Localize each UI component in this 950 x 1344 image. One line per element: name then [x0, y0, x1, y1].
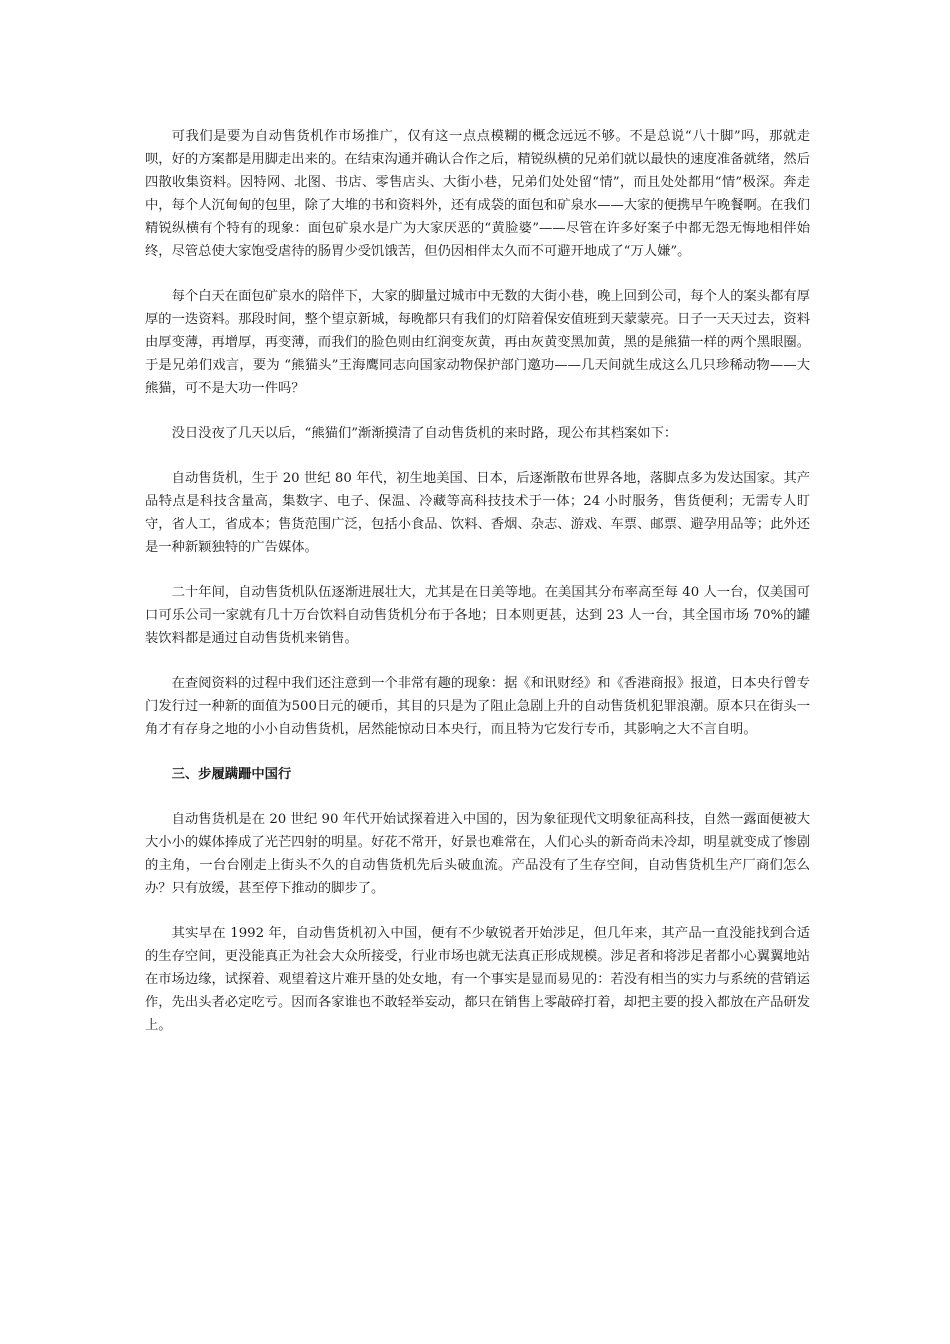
paragraph-2: 每个白天在面包矿泉水的陪伴下，大家的脚量过城市中无数的大街小巷，晚上回到公司，每个人的案头都有厚厚的一迭资料。那段时间，整个望京新城，每晚都只有我们的灯陪着保安值班到天蒙蒙亮。日子一天天过去，资料由厚变薄，再增厚，再变薄，而我们的脸色则由红润变灰黄，再由灰黄变黑加黄，黑的是熊猫一样的两个黑眼圈。于是兄弟们戏言，要为 “熊猫头”王海鹰同志向国家动物保护部门邀功——几天间就生成这么几只珍稀动物——大熊猫，可不是大功一件吗？ — [145, 289, 810, 396]
paragraph-3: 没日没夜了几天以后，“熊猫们”渐渐摸清了自动售货机的来时路，现公布其档案如下： — [171, 426, 678, 441]
paragraph-5: 二十年间，自动售货机队伍逐渐进展壮大，尤其是在日美等地。在美国其分布率高至每 40 人一台，仅美国可口可乐公司一家就有几十万台饮料自动售货机分布于各地；日本则更甚，达到 23 人一台，其全国市场 70%的罐装饮料都是通过自动售货机来销售。 — [145, 585, 810, 646]
paragraph-4: 自动售货机，生于 20 世纪 80 年代，初生地美国、日本，后逐渐散布世界各地，落脚点多为发达国家。其产品特点是科技含量高，集数字、电子、保温、冷藏等高科技技术于一体；24 小时服务，售货便利；无需专人盯守，省人工，省成本；售货范围广泛，包括小食品、饮料、香烟、杂志、游戏、车票、邮票、避孕用品等；此外还是一种新颖独特的广告媒体。 — [145, 471, 810, 555]
paragraph-7: 自动售货机是在 20 世纪 90 年代开始试探着进入中国的，因为象征现代文明象征高科技，自然一露面便被大大小小的媒体捧成了光芒四射的明星。好花不常开，好景也难常在，人们心头的新奇尚未冷却，明星就变成了惨剧的主角，一台台刚走上街头不久的自动售货机先后头破血流。产品没有了生存空间，自动售货机生产厂商们怎么办？只有放缓，甚至停下推动的脚步了。 — [145, 812, 810, 896]
document-page — [145, 125, 810, 1059]
paragraph-8: 其实早在 1992 年，自动售货机初入中国，便有不少敏锐者开始涉足，但几年来，其产品一直没能找到合适的生存空间，更没能真正为社会大众所接受，行业市场也就无法真正形成规模。涉足者和将涉足者都小心翼翼地站在市场边缘，试探着、观望着这片难开垦的处女地，有一个事实是显而易见的：若没有相当的实力与系统的营销运作，先出头者必定吃亏。因而各家谁也不敢轻举妄动，都只在销售上零敲碎打着，却把主要的投入都放在产品研发上。 — [145, 926, 810, 1033]
section-heading: 三、步履蹒跚中国行 — [171, 767, 292, 782]
paragraph-1: 可我们是要为自动售货机作市场推广，仅有这一点点模糊的概念远远不够。不是总说“八十脚”吗，那就走呗，好的方案都是用脚走出来的。在结束沟通并确认合作之后，精锐纵横的兄弟们就以最快的速度准备就绪，然后四散收集资料。因特网、北图、书店、零售店头、大街小巷，兄弟们处处留“情”，而且处处都用“情”极深。奔走中，每个人沉甸甸的包里，除了大堆的书和资料外，还有成袋的面包和矿泉水——大家的便携早午晚餐啊。在我们精锐纵横有个特有的现象：面包矿泉水是广为大家厌恶的“黄脸婆”——尽管在许多好案子中都无怨无悔地相伴始终，尽管总使大家饱受虐待的肠胃少受饥饿苦，但仍因相伴太久而不可避开地成了“万人嫌”。 — [145, 129, 810, 259]
paragraph-6: 在查阅资料的过程中我们还注意到一个非常有趣的现象：据《和讯财经》和《香港商报》报道，日本央行曾专门发行过一种新的面值为500日元的硬币，其目的只是为了阻止急剧上升的自动售货机犯罪浪潮。原本只在街头一角才有存身之地的小小自动售货机，居然能惊动日本央行，而且特为它发行专币，其影响之大不言自明。 — [145, 676, 810, 737]
